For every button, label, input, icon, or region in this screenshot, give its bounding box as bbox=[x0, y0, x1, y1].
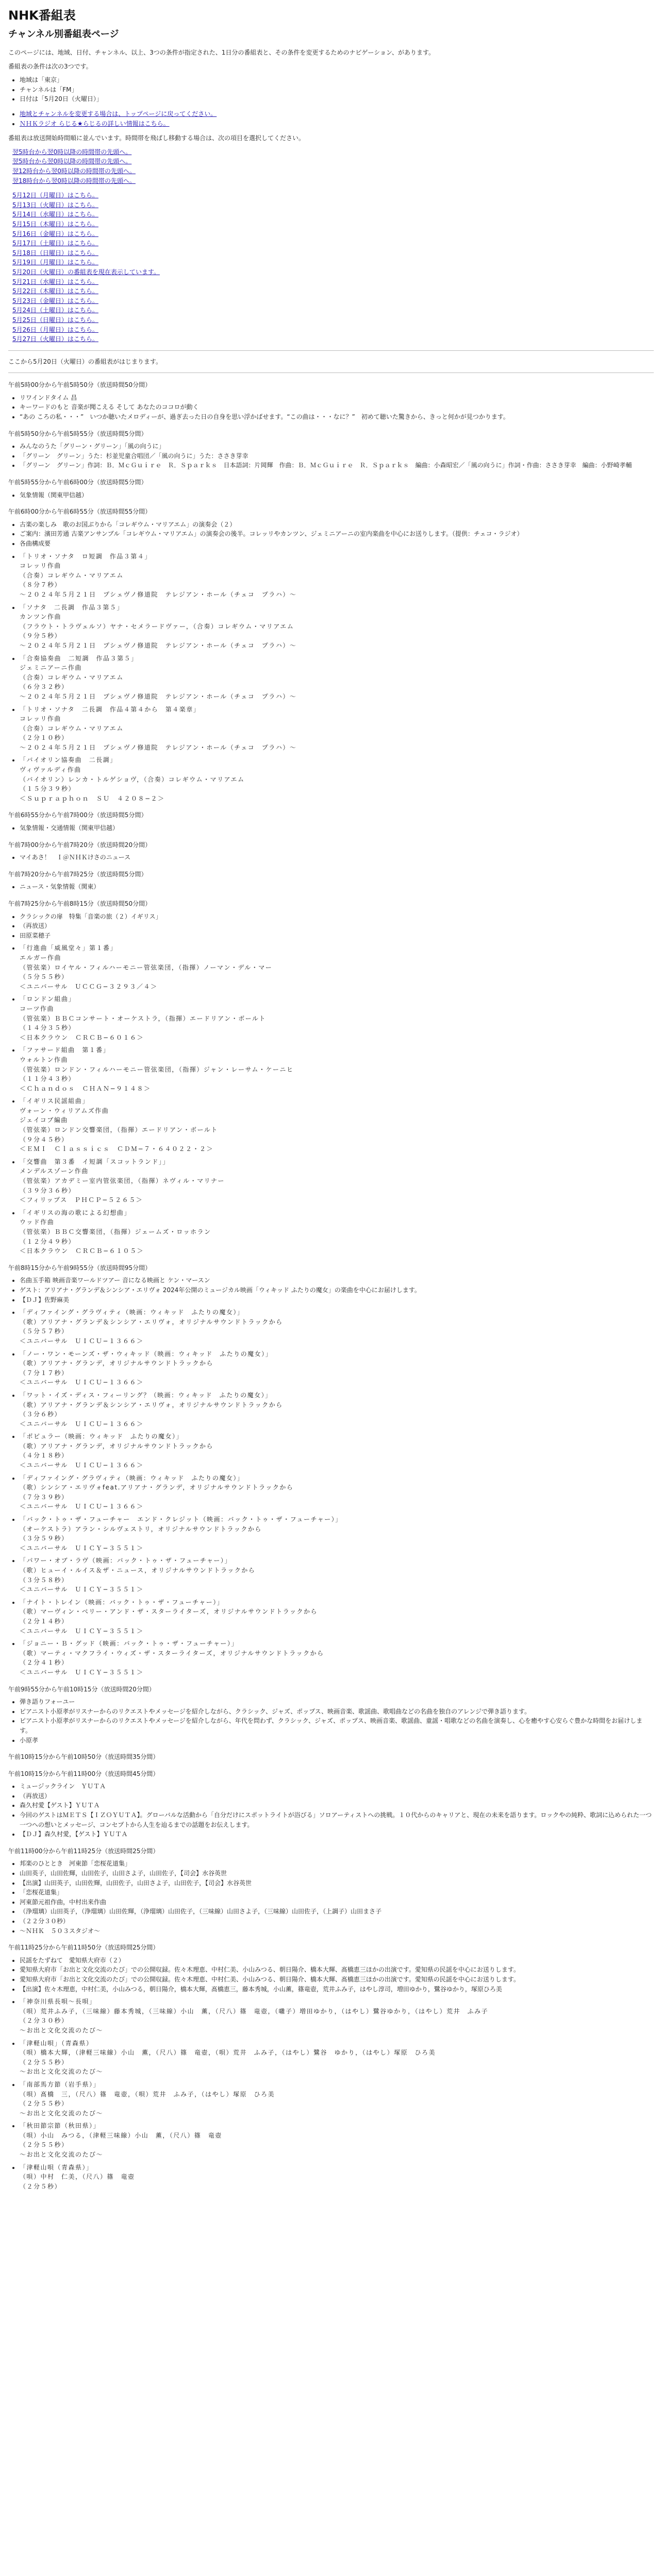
track-info: （歌）アリアナ・グランデ，オリジナルサウンドトラックから bbox=[20, 1442, 213, 1450]
date-nav-link[interactable]: 5月12日（月曜日）はこちら。 bbox=[12, 192, 98, 199]
date-nav-link[interactable]: 5月13日（火曜日）はこちら。 bbox=[12, 201, 98, 209]
track-title: • 「ロンドン組曲」 bbox=[20, 995, 76, 1003]
program-detail-item: • 気象情報（関東甲信越） bbox=[20, 490, 654, 500]
track-entry bbox=[20, 1556, 654, 1594]
track-entry bbox=[20, 1308, 654, 1346]
track-entry bbox=[20, 1208, 654, 1256]
track-info: （オーケストラ）アラン・シルヴェストリ，オリジナルサウンドトラックから bbox=[20, 1525, 262, 1533]
program-detail-item: • 「恋桜花道集」 bbox=[20, 1888, 654, 1897]
track-info: （歌）アリアナ・グランデ＆シンシア・エリヴォ，オリジナルサウンドトラックから bbox=[20, 1401, 283, 1409]
program-time: 午前7時20分から午前7時25分（放送時間5分間） bbox=[8, 870, 147, 878]
program-detail-item: • 【ＤＪ】佐野麻美 bbox=[20, 1295, 654, 1305]
track-entry bbox=[20, 1096, 654, 1154]
program-slot bbox=[8, 478, 654, 500]
radiru-info-link[interactable]: ＮＨＫラジオ らじる★らじるの詳しい情報はこちら。 bbox=[20, 120, 170, 127]
track-entry bbox=[20, 755, 654, 803]
track-title: • 「ジョニー・Ｂ・グッド（映画：バック・トゥ・ザ・フューチャー）」 bbox=[20, 1640, 238, 1648]
program-detail-item: • ご案内：濱田芳通 古楽アンサンブル「コレギウム・マリアエム」の演奏会の後半。コレッリやカンツン、ジェミニアーニの室内楽曲を中心にお送りします。（提供：チェコ・ラジオ） bbox=[20, 529, 654, 539]
track-info: ＜フィリップス ＰＨＣＰ−５２６５＞ bbox=[20, 1196, 143, 1204]
track-info: 〜お出と文化交流のたび〜 bbox=[20, 2026, 104, 2034]
track-info: （９分４５秒） bbox=[20, 1136, 69, 1143]
track-info: （２分５秒） bbox=[20, 2182, 62, 2190]
track-info: ＜ＥＭＩ Ｃｌａｓｓｉｃｓ ＣＤＭ−７・６４０２２・２＞ bbox=[20, 1145, 214, 1153]
date-nav-link[interactable]: 5月24日（土曜日）はこちら。 bbox=[12, 307, 98, 314]
track-info: ＜ユニバーサル ＵＩＣＹ−３５５１＞ bbox=[20, 1668, 144, 1676]
page-description: このページには、地域、日付、チャンネル、以上、3つの条件が指定された、1日分の番組表と、その条件を変更するためのナビゲーション、があります。 bbox=[8, 49, 435, 57]
track-title: • 「イギリス民謡組曲」 bbox=[20, 1097, 89, 1105]
back-to-top-link[interactable]: 地域とチャンネルを変更する場合は、トップページに戻ってください。 bbox=[20, 110, 217, 118]
program-detail-item: • 「グリーン グリーン」うた：杉並児童合唱団／「風の向うに」うた：ささき芽幸 bbox=[20, 451, 654, 461]
track-title: • 「パワー・オブ・ラヴ（映画：バック・トゥ・ザ・フューチャー）」 bbox=[20, 1557, 231, 1565]
track-title: • 「ファサード組曲 第１番」 bbox=[20, 1046, 110, 1054]
track-info: （３分６秒） bbox=[20, 1411, 62, 1418]
date-nav-link[interactable]: 5月14日（水曜日）はこちら。 bbox=[12, 211, 98, 218]
program-details bbox=[8, 823, 654, 833]
program-detail-item: • （再放送） bbox=[20, 921, 654, 931]
program-slot bbox=[8, 380, 654, 421]
track-info: ＜ユニバーサル ＵＩＣＵ−１３６６＞ bbox=[20, 1462, 144, 1469]
track-entry bbox=[20, 705, 654, 753]
track-entry bbox=[20, 552, 654, 600]
program-time: 午前5時55分から午前6時00分（放送時間5分間） bbox=[8, 479, 147, 486]
program-detail-item: • 【ＤＪ】森久村愛，【ゲスト】ＹＵＴＡ bbox=[20, 1829, 654, 1839]
program-detail-item: • リワインドタイム 昌 bbox=[20, 393, 654, 403]
track-info: （歌）シンシア・エリヴォfeat.アリアナ・グランデ，オリジナルサウンドトラックから bbox=[20, 1484, 294, 1492]
date-nav-link[interactable]: 5月16日（金曜日）はこちら。 bbox=[12, 230, 98, 238]
time-nav-link[interactable]: 翌5時台から翌0時以降の時間帯の先頭へ。 bbox=[12, 158, 132, 165]
track-info: （フラウト・トラヴェルソ）ヤナ・セメラードヴァー，（合奏）コレギウム・マリアエム bbox=[20, 622, 294, 630]
program-time: 午前11時00分から午前11時25分（放送時間25分間） bbox=[8, 1847, 159, 1855]
program-detail-item: • クラシックの扉 特集「音楽の旅（２）イギリス」 bbox=[20, 912, 654, 922]
track-info: （２分４１秒） bbox=[20, 1659, 69, 1667]
track-info: ＜ユニバーサル ＵＣＣＧ−３２９３／４＞ bbox=[20, 982, 158, 990]
track-info: 〜お出と文化交流のたび〜 bbox=[20, 2151, 104, 2159]
track-info: ＜ユニバーサル ＵＩＣＵ−１３６６＞ bbox=[20, 1337, 144, 1345]
track-title: • 「津軽山唄」（青森県） bbox=[20, 2039, 93, 2047]
track-info: （歌）アリアナ・グランデ，オリジナルサウンドトラックから bbox=[20, 1360, 213, 1367]
track-title: • 「南部馬方節（岩手県）」 bbox=[20, 2080, 101, 2088]
date-nav-link[interactable]: 5月27日（火曜日）はこちら。 bbox=[12, 335, 98, 343]
track-info: （管弦楽）アカデミー室内管弦楽団，（指揮）ネヴィル・マリナー bbox=[20, 1177, 225, 1185]
track-info: （バイオリン）レンカ・トルゲショヴ，（合奏）コレギウム・マリアエム bbox=[20, 775, 245, 783]
track-info: （２分５５秒） bbox=[20, 2141, 69, 2149]
program-details bbox=[8, 1956, 654, 2192]
program-detail-item: • 田原菜穂子 bbox=[20, 931, 654, 941]
track-entry bbox=[20, 1391, 654, 1429]
track-info: （７分３９秒） bbox=[20, 1493, 69, 1501]
track-info: ＜ユニバーサル ＵＩＣＹ−３５５１＞ bbox=[20, 1586, 144, 1594]
track-title: • 「行進曲「威風堂々」第１番」 bbox=[20, 944, 118, 952]
date-nav-link[interactable]: 5月22日（木曜日）はこちら。 bbox=[12, 287, 98, 295]
program-detail-item: • 小原孝 bbox=[20, 1736, 654, 1745]
program-slot bbox=[8, 899, 654, 1256]
divider bbox=[8, 372, 654, 373]
track-info: （２分３０秒） bbox=[20, 2017, 69, 2025]
track-info: （４分１８秒） bbox=[20, 1452, 69, 1460]
track-info: （合奏）コレギウム・マリアエム bbox=[20, 673, 124, 681]
track-title: • 「ソナタ 二長調 作品３第５」 bbox=[20, 603, 124, 611]
program-detail-item: • ニュース・気象情報（関東） bbox=[20, 882, 654, 892]
track-info: （３分５８秒） bbox=[20, 1576, 69, 1584]
program-detail-item: • 今回のゲストはＭＥＴＳ【ＩＺＯＹＵＴＡ】。グローバルな活動から「自分だけにスポットライトが浴びる」ソロアーティストへの挑戦。１０代からのキャリアと、現在の未来を語ります。ロックやの純粋、歌詞に込められた一つ一つへの想いとメッセージ、コンセプトから人生を辿るまでの話題をお伝えします。 bbox=[20, 1810, 654, 1829]
program-detail-item: • 名曲玉手箱 映画音楽ワールドツアー 音になる映画と ケン・マースン bbox=[20, 1276, 654, 1285]
program-detail-item: • 気象情報・交通情報（関東甲信越） bbox=[20, 823, 654, 833]
program-list bbox=[8, 380, 654, 2191]
program-time: 午前10時15分から午前11時00分（放送時間45分間） bbox=[8, 1770, 159, 1777]
track-entry bbox=[20, 2039, 654, 2077]
track-info: エルガー作曲 bbox=[20, 954, 62, 961]
track-info: ＜ユニバーサル ＵＩＣＹ−３５５１＞ bbox=[20, 1627, 144, 1635]
track-entry bbox=[20, 1515, 654, 1553]
program-detail-item: • 【出演】佐々木理恵，中村仁美，小山みつる，朝日陽介，橋本大輝，髙橋恵三，藤本秀城，小山薫，篠竜壺，荒井ふみ子，はやし淳司，増田ゆかり，鷺谷ゆかり，塚原ひろ美 bbox=[20, 1985, 654, 1994]
track-title: • 「合奏協奏曲 二短調 作品３第５」 bbox=[20, 654, 138, 662]
program-detail-item: • 古楽の楽しみ 歌のお国ぶりから「コレギウム・マリアエム」の演奏会（２） bbox=[20, 520, 654, 530]
program-slot bbox=[8, 810, 654, 833]
track-title: • 「バック・トゥ・ザ・フューチャー エンド・クレジット（映画：バック・トゥ・ザ・フューチャー）」 bbox=[20, 1516, 342, 1523]
program-detail-item: • ゲスト：アリアナ・グランデ＆シンシア・エリヴォ 2024年公開のミュージカル映画「ウィキッド ふたりの魔女」の楽曲を中心にお届けします。 bbox=[20, 1285, 654, 1295]
time-nav-list bbox=[8, 147, 654, 185]
date-nav-link-current[interactable]: 5月20日（火曜日）の番組表を現在表示しています。 bbox=[12, 268, 160, 276]
track-entry bbox=[20, 654, 654, 702]
track-info: 〜２０２４年５月２１日 プシェヴノ修道院 テレジアン・ホール（チェコ プラハ）〜 bbox=[20, 590, 297, 598]
track-info: （１５分３９秒） bbox=[20, 785, 76, 793]
program-time: 午前6時00分から午前6時55分（放送時間55分間） bbox=[8, 508, 152, 516]
program-details bbox=[8, 442, 654, 470]
condition-region: • 地域は「東京」 bbox=[20, 75, 654, 85]
track-info: （２分１４秒） bbox=[20, 1617, 69, 1625]
date-nav-link[interactable]: 5月26日（月曜日）はこちら。 bbox=[12, 326, 98, 333]
track-entry bbox=[20, 1473, 654, 1512]
track-info: （５分５５秒） bbox=[20, 973, 69, 981]
track-info: ＜ユニバーサル ＵＩＣＹ−３５５１＞ bbox=[20, 1544, 144, 1552]
program-detail-item: • キーワードのもと 音楽が聞こえる そして あなたのココロが動く bbox=[20, 402, 654, 412]
program-detail-item: • 河東節元祖作曲，中村出来作曲 bbox=[20, 1897, 654, 1907]
program-detail-item: • ミュージックライン ＹＵＴＡ bbox=[20, 1782, 654, 1791]
track-title: • 「秋田節宗節（秋田県）」 bbox=[20, 2122, 101, 2130]
track-info: 〜お出と文化交流のたび〜 bbox=[20, 2068, 104, 2076]
program-detail-item: • “あの ころの私・・・” いつか聴いたメロディーが、過ぎ去った日の自身を思い浮かばせます。“この曲は・・・なに？” 初めて聴いた驚きから、きっと何かが見つかります。 bbox=[20, 412, 654, 422]
track-entry bbox=[20, 994, 654, 1042]
time-nav-link[interactable]: 翌5時台から翌0時以降の時間帯の先頭へ。 bbox=[12, 148, 132, 156]
date-nav-link[interactable]: 5月21日（水曜日）はこちら。 bbox=[12, 278, 98, 285]
program-time: 午前5時00分から午前5時50分（放送時間50分間） bbox=[8, 381, 152, 389]
track-info: 〜２０２４年５月２１日 プシェヴノ修道院 テレジアン・ホール（チェコ プラハ）〜 bbox=[20, 641, 297, 649]
program-slot bbox=[8, 1769, 654, 1839]
program-time: 午前5時50分から午前5時55分（放送時間5分間） bbox=[8, 430, 147, 437]
program-detail-item: • 民謡をたずねて 愛知県大府市（２） bbox=[20, 1956, 654, 1965]
track-title: • 「ノー・ワン・モーンズ・ザ・ウィキッド（映画：ウィキッド ふたりの魔女）」 bbox=[20, 1350, 273, 1358]
track-info: 〜２０２４年５月２１日 プシェヴノ修道院 テレジアン・ホール（チェコ プラハ）〜 bbox=[20, 743, 297, 751]
program-slot bbox=[8, 1263, 654, 1677]
program-details bbox=[8, 1859, 654, 1936]
program-detail-item: • マイあさ！ Ｉ＠ＮＨＫけさのニュース bbox=[20, 853, 654, 862]
track-info: （合奏）コレギウム・マリアエム bbox=[20, 571, 124, 579]
program-details bbox=[8, 853, 654, 862]
track-info: （合奏）コレギウム・マリアエム bbox=[20, 724, 124, 732]
track-info: コレッリ作曲 bbox=[20, 562, 61, 570]
date-nav-link[interactable]: 5月18日（日曜日）はこちら。 bbox=[12, 249, 98, 257]
condition-date: • 日付は「5月20日（火曜日）」 bbox=[20, 94, 654, 104]
track-info: （２分５５秒） bbox=[20, 2100, 69, 2108]
track-entry bbox=[20, 943, 654, 991]
track-info: （管弦楽）ロンドン・フィルハーモニー管弦楽団，（指揮）ジャン・レーサム・ケーニヒ bbox=[20, 1065, 294, 1073]
track-info: ＜Ｃｈａｎｄｏｓ ＣＨＡＮ−９１４８＞ bbox=[20, 1084, 151, 1092]
program-detail-item: • 「グリーン グリーン」作詞：Ｂ．ＭｃＧｕｉｒｅ Ｒ．Ｓｐａｒｋｓ 日本語詞：片岡輝 作曲：Ｂ．ＭｃＧｕｉｒｅ Ｒ．Ｓｐａｒｋｓ 編曲：小森昭宏／「風の向うに」作詞・作曲：ささき芽幸 編曲：小野崎孝輔 bbox=[20, 461, 654, 470]
program-details bbox=[8, 393, 654, 422]
track-info: （管弦楽）ＢＢＣコンサート・オーケストラ，（指揮）エードリアン・ボールト bbox=[20, 1014, 266, 1022]
program-time: 午前8時15分から午前9時55分（放送時間95分間） bbox=[8, 1264, 152, 1272]
program-detail-item: • 〜ＮＨＫ ５０３スタジオ〜 bbox=[20, 1926, 654, 1936]
track-info: （２分５５秒） bbox=[20, 2058, 69, 2066]
site-title: NHK番組表 bbox=[8, 8, 76, 23]
program-slot bbox=[8, 1846, 654, 1936]
program-detail-item: • 山田英子，山田佐輝，山田佐子，山田さよ子，山田佐子，【司会】水谷英世 bbox=[20, 1869, 654, 1878]
track-info: （８分７秒） bbox=[20, 581, 62, 589]
track-info: メンデルスゾーン作曲 bbox=[20, 1167, 89, 1175]
track-title: • 「バイオリン協奏曲 二長調」 bbox=[20, 756, 117, 764]
track-info: （唄）髙橋 三，（尺八）篠 竜壺，（唄）荒井 ふみ子，（はやし）塚原 ひろ美 bbox=[20, 2090, 275, 2098]
track-title: • 「イギリスの海の歌による幻想曲」 bbox=[20, 1209, 131, 1216]
track-title: • 「ポピュラー（映画：ウィキッド ふたりの魔女）」 bbox=[20, 1433, 184, 1440]
program-details bbox=[8, 882, 654, 892]
track-title: • 「ワット・イズ・ディス・フィーリング？（映画：ウィキッド ふたりの魔女）」 bbox=[20, 1391, 272, 1399]
track-info: （歌）ヒューイ・ルイス＆ザ・ニュース，オリジナルサウンドトラックから bbox=[20, 1567, 256, 1574]
program-details bbox=[8, 520, 654, 804]
program-detail-item: • 愛知県大府市「お出と文化交流のたび」での公開収録。佐々木理恵、中村仁美、小山みつる、朝日陽介、橋本大輝、髙橋恵三ほかの出演です。愛知県の民謡を中心にお送りします。 bbox=[20, 1975, 654, 1985]
track-entry bbox=[20, 603, 654, 651]
program-detail-item: • 弾き語りフォーユー bbox=[20, 1697, 654, 1707]
track-info: カンツン作曲 bbox=[20, 613, 62, 621]
program-detail-item: • （再放送） bbox=[20, 1791, 654, 1801]
program-detail-item: • 邦楽のひととき 河東節「恋桜花道集」 bbox=[20, 1859, 654, 1869]
date-nav-link[interactable]: 5月25日（日曜日）はこちら。 bbox=[12, 316, 98, 324]
track-entry bbox=[20, 1045, 654, 1093]
page-subtitle: チャンネル別番組表ページ bbox=[8, 29, 119, 40]
track-title: • 「トリオ・ソナタ ロ短調 作品３第４」 bbox=[20, 552, 152, 560]
program-detail-item: • ピアニスト小原孝がリスナーからのリクエストやメッセージを紹介しながら、クラシック、ジャズ、ポップス、映画音楽、歌謡曲、歌唱曲などの名曲を独自のアレンジで弾き語ります。 bbox=[20, 1707, 654, 1717]
track-entry bbox=[20, 2080, 654, 2118]
track-info: （唄）橋本大輝，（津軽三味線）小山 薫，（尺八）篠 竜壺，（唄）荒井 ふみ子，（はやし）鷺谷 ゆかり，（はやし）塚原 ひろ美 bbox=[20, 2049, 436, 2057]
track-info: ＜ユニバーサル ＵＩＣＵ−１３６６＞ bbox=[20, 1379, 144, 1386]
date-nav-link[interactable]: 5月15日（木曜日）はこちら。 bbox=[12, 220, 98, 228]
track-entry bbox=[20, 1639, 654, 1677]
program-slot bbox=[8, 840, 654, 862]
track-title: • 「ディファイング・グラヴィティ（映画：ウィキッド ふたりの魔女）」 bbox=[20, 1474, 244, 1482]
program-details bbox=[8, 1697, 654, 1745]
track-info: （唄）中村 仁美，（尺八）篠 竜壺 bbox=[20, 2173, 135, 2181]
track-info: （９分５秒） bbox=[20, 632, 62, 640]
divider bbox=[8, 350, 654, 351]
track-info: ウォルトン作曲 bbox=[20, 1056, 69, 1063]
track-info: （管弦楽）ロイヤル・フィルハーモニー管弦楽団，（指揮）ノーマン・デル・マー bbox=[20, 963, 273, 971]
date-nav-link[interactable]: 5月19日（月曜日）はこちら。 bbox=[12, 259, 98, 266]
track-title: • 「ナイト・トレイン（映画：バック・トゥ・ザ・フューチャー）」 bbox=[20, 1598, 224, 1606]
program-slot bbox=[8, 1943, 654, 2191]
program-time: 午前9時55分から午前10時15分（放送時間20分間） bbox=[8, 1685, 155, 1693]
track-info: （唄）荒井ふみ子，（三味線）藤本秀城，（三味線）小山 薫，（尺八）篠 竜壺，（囃子）増田ゆかり，（はやし）鷺谷ゆかり，（はやし）荒井 ふみ子 bbox=[20, 2007, 489, 2015]
track-title: • 「津軽山唄（青森県）」 bbox=[20, 2163, 93, 2171]
time-nav-link[interactable]: 翌18時台から翌0時以降の時間帯の先頭へ。 bbox=[12, 177, 136, 184]
track-info: （２分１０秒） bbox=[20, 734, 69, 742]
track-entry bbox=[20, 1598, 654, 1636]
track-info: （３９分３６秒） bbox=[20, 1187, 76, 1194]
program-detail-item: • 【出演】山田英子，山田佐輝，山田佐子，山田さよ子，山田佐子，【司会】水谷英世 bbox=[20, 1878, 654, 1888]
track-info: （管弦楽）ロンドン交響楽団，（指揮）エードリアン・ボールト bbox=[20, 1126, 218, 1134]
track-entry bbox=[20, 1997, 654, 2035]
time-nav-link[interactable]: 翌12時台から翌0時以降の時間帯の先頭へ。 bbox=[12, 167, 136, 175]
track-info: （７分１７秒） bbox=[20, 1369, 69, 1377]
track-title: • 「交響曲 第３番 イ短調「スコットランド」」 bbox=[20, 1158, 170, 1165]
track-entry bbox=[20, 2163, 654, 2192]
track-info: （１１分４３秒） bbox=[20, 1075, 76, 1083]
track-info: （６分３２秒） bbox=[20, 683, 69, 691]
program-time: 午前7時00分から午前7時20分（放送時間20分間） bbox=[8, 841, 152, 849]
program-detail-item: • （浄瑠璃）山田英子，（浄瑠璃）山田佐輝，（浄瑠璃）山田佐子，（三味線）山田さよ子，（三味線）山田佐子，（上調子）山田まさ子 bbox=[20, 1907, 654, 1917]
track-info: ＜日本クラウン ＣＲＣＢ−６０１６＞ bbox=[20, 1033, 144, 1041]
track-info: （歌）マーティ・マクフライ・ウィズ・ザ・スターライターズ，オリジナルサウンドトラックから bbox=[20, 1649, 324, 1657]
track-info: ＜ユニバーサル ＵＩＣＵ−１３６６＞ bbox=[20, 1420, 144, 1428]
conditions-list bbox=[8, 75, 654, 104]
track-info: （１４分３５秒） bbox=[20, 1024, 76, 1032]
track-info: ヴィヴァルディ作曲 bbox=[20, 766, 81, 774]
program-slot bbox=[8, 1685, 654, 1745]
track-info: ＜Ｓｕｐｒａｐｈｏｎ ＳＵ ４２０８−２＞ bbox=[20, 794, 165, 802]
track-info: （管弦楽）ＢＢＣ交響楽団，（指揮）ジェームズ・ロッホラン bbox=[20, 1228, 211, 1236]
track-info: ジェミニアーニ作曲 bbox=[20, 664, 82, 672]
condition-channel: • チャンネルは「FM」 bbox=[20, 85, 654, 95]
change-links bbox=[8, 109, 654, 128]
track-info: （１２分４９秒） bbox=[20, 1238, 76, 1245]
track-info: （３分５９秒） bbox=[20, 1535, 69, 1543]
conditions-heading: 番組表の条件は次の3つです。 bbox=[8, 62, 92, 70]
track-title: • 「神奈川県長唄〜長唄」 bbox=[20, 1998, 96, 2006]
program-time: 午前6時55分から午前7時00分（放送時間5分間） bbox=[8, 811, 147, 819]
track-entry bbox=[20, 1157, 654, 1205]
program-slot bbox=[8, 429, 654, 470]
track-info: ＜日本クラウン ＣＲＣＢ−６１０５＞ bbox=[20, 1247, 144, 1255]
track-info: 〜お出と文化交流のたび〜 bbox=[20, 2109, 104, 2117]
program-time: 午前7時25分から午前8時15分（放送時間50分間） bbox=[8, 900, 152, 908]
program-slot bbox=[8, 870, 654, 892]
track-info: （歌）マーヴィン・ベリー・アンド・ザ・スターライターズ，オリジナルサウンドトラックから bbox=[20, 1608, 318, 1616]
track-info: （唄）小山 みつる，（津軽三味線）小山 薫，（尺八）篠 竜壺 bbox=[20, 2131, 222, 2139]
date-nav-list bbox=[8, 191, 654, 344]
track-title: • 「ディファイング・グラヴィティ（映画：ウィキッド ふたりの魔女）」 bbox=[20, 1309, 244, 1316]
track-info: （５分５７秒） bbox=[20, 1328, 69, 1335]
program-slot bbox=[8, 1752, 654, 1762]
track-entry bbox=[20, 1349, 654, 1387]
track-title: • 「トリオ・ソナタ 二長調 作品４第４から 第４楽章」 bbox=[20, 705, 201, 713]
track-entry bbox=[20, 1432, 654, 1470]
program-details bbox=[8, 490, 654, 500]
track-info: （歌）アリアナ・グランデ＆シンシア・エリヴォ，オリジナルサウンドトラックから bbox=[20, 1318, 283, 1326]
track-info: コレッリ作曲 bbox=[20, 715, 61, 723]
program-details bbox=[8, 1782, 654, 1839]
program-time: 午前10時15分から午前10時50分（放送時間35分間） bbox=[8, 1753, 159, 1761]
date-nav-link[interactable]: 5月23日（金曜日）はこちら。 bbox=[12, 297, 98, 304]
program-detail-item: • みんなのうた「グリーン・グリーン」「風の向うに」 bbox=[20, 442, 654, 451]
track-info: ウッド作曲 bbox=[20, 1218, 55, 1226]
track-info: ヴォーン・ウィリアムズ作曲 bbox=[20, 1107, 109, 1114]
program-detail-item: • 森久村愛【ゲスト】ＹＵＴＡ bbox=[20, 1801, 654, 1810]
program-detail-item: • ピアニスト小原孝がリスナーからのリクエストやメッセージを紹介しながら、年代を問わず、クラシック、ジャズ、ポップス、映画音楽、歌謡曲、童謡・唱歌などの名曲を演奏し、心を癒やす心安らぐ豊かな時間をお届けします。 bbox=[20, 1716, 654, 1735]
track-info: コーツ作曲 bbox=[20, 1005, 55, 1012]
program-time: 午前11時25分から午前11時50分（放送時間25分間） bbox=[8, 1944, 159, 1952]
time-nav-heading: 番組表は放送開始時間順に並んでいます。時間帯を飛ばし移動する場合は、次の項目を選択してください。 bbox=[8, 134, 305, 142]
program-detail-item: • 各曲構成要 bbox=[20, 539, 654, 549]
program-slot bbox=[8, 507, 654, 803]
program-detail-item: • 愛知県大府市「お出と文化交流のたび」での公開収録。佐々木理恵、中村仁美、小山みつる、朝日陽介、橋本大輝、髙橋恵三ほかの出演です。愛知県の民謡を中心にお送りします。 bbox=[20, 1965, 654, 1975]
program-details bbox=[8, 912, 654, 1256]
track-info: 〜２０２４年５月２１日 プシェヴノ修道院 テレジアン・ホール（チェコ プラハ）〜 bbox=[20, 692, 297, 700]
program-details bbox=[8, 1276, 654, 1677]
track-entry bbox=[20, 2121, 654, 2159]
track-info: ＜ユニバーサル ＵＩＣＵ−１３６６＞ bbox=[20, 1503, 144, 1511]
track-info: ジェイコブ編曲 bbox=[20, 1116, 68, 1124]
schedule-start-notice: ここから5月20日（火曜日）の番組表がはじまります。 bbox=[8, 358, 162, 365]
date-nav-link[interactable]: 5月17日（土曜日）はこちら。 bbox=[12, 240, 98, 247]
program-detail-item: • （２２分３０秒） bbox=[20, 1917, 654, 1926]
